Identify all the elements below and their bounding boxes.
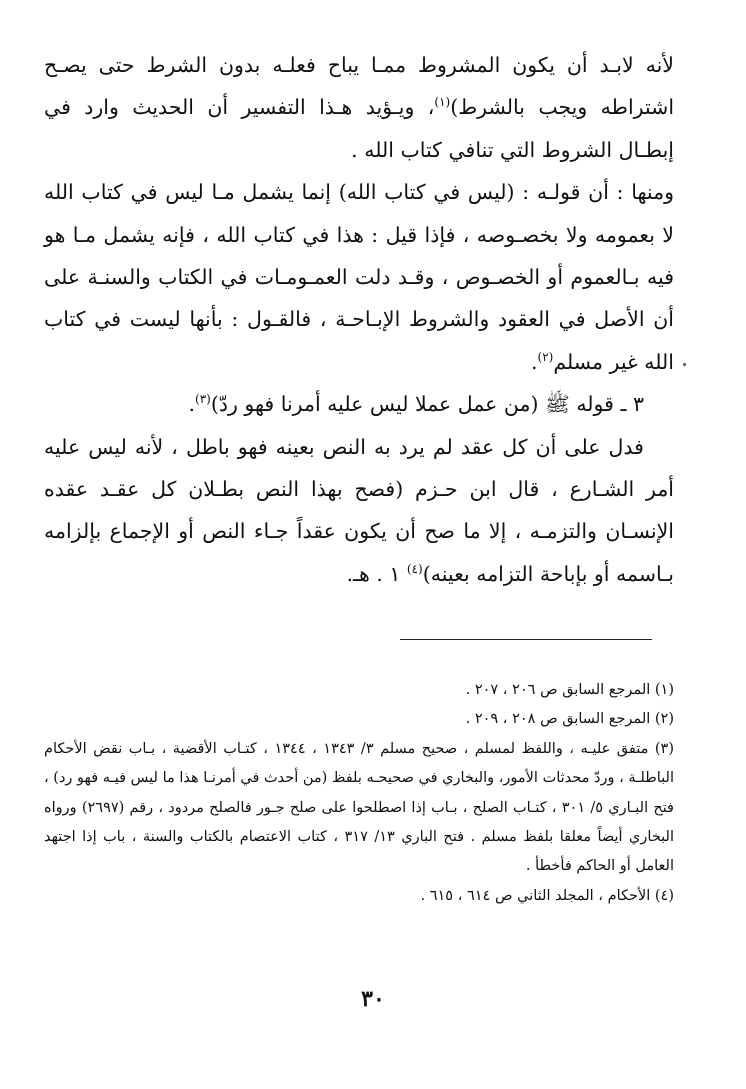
paragraph-3-end: .: [188, 392, 195, 417]
paragraph-4-text: فدل على أن كل عقد لم يرد به النص بعينه فهو باطل ، لأنه ليس عليه أمر الشـارع ، قال ابن حـزم (فصح بهذا النص بطـلان كل عقـد عقده الإنسـان والتزمـه ، إلا ما صح أن يكون عقداً جـاء النص أو الإجماع بإلزامه بـاسمه أو بإباحة التزامه بعينه): [44, 434, 674, 586]
footnote-1: (١) المرجع السابق ص ٢٠٦ ، ٢٠٧ .: [465, 682, 674, 698]
paragraph-1-text: لأنه لابـد أن يكون المشروط ممـا يباح فعلـه بدون الشرط حتى يصـح اشتراطه ويجب بالشرط): [44, 53, 675, 120]
paragraph-4-end: ١ . هـ.: [346, 561, 407, 586]
paragraph-2: [44, 171, 674, 383]
footnote-4: (٤) الأحكام ، المجلد الثاني ص ٦١٤ ، ٦١٥ .: [420, 887, 674, 904]
footnote-ref-2: (٢): [537, 350, 554, 365]
footnotes: [44, 676, 674, 911]
paragraph-1-end: ، ويـؤيد هـذا التفسير أن الحديث وارد في إبطـال الشروط التي تنافي كتاب الله .: [44, 95, 674, 162]
paragraph-2-end: .: [530, 349, 538, 374]
footnote-ref-4: (٤): [406, 562, 423, 577]
page-number: ٣٠: [361, 986, 385, 1012]
paragraph-2-text: ومنها : أن قولـه : (ليس في كتاب الله) إنما يشمل مـا ليس في كتاب الله لا بعمومه ولا بخصـوصه ، فإذا قيل : هذا في كتاب الله ، فإنه يشمل مـا هو فيه بـالعموم أو الخصـوص ، وقـد دلت العمـومـات في الكتاب والسنـة على أن الأصل في العقود والشروط الإبـاحـة ، فالقـول : بأنها ليست في كتاب الله غير مسلم: [44, 180, 674, 374]
footnote-ref-1: (١): [434, 95, 451, 110]
footnote-2: (٢) المرجع السابق ص ٢٠٨ ، ٢٠٩ .: [465, 711, 674, 728]
paragraph-1: [44, 44, 674, 171]
paragraph-3: [44, 383, 674, 425]
scan-speck: [683, 363, 686, 366]
paragraph-3-text: ٣ ـ قوله ﷺ (من عمل عملا ليس عليه أمرنا فهو ردّ): [210, 392, 644, 417]
footnote-divider: [400, 639, 652, 640]
main-text: [44, 44, 674, 595]
paragraph-4: [44, 426, 674, 596]
footnote-ref-3: (٣): [195, 392, 211, 407]
footnote-3: (٣) متفق عليـه ، واللفظ لمسلم ، صحيح مسلم ٣/ ١٣٤٣ ، ١٣٤٤ ، كتـاب الأقضية ، بـاب نقض الأحكام الباطلـة ، وردّ محدثات الأمور، والبخاري في صحيحـه بلفظ (من أحدث في أمرنـا هذا ما ليس فيـه فهو رد) ، فتح البـاري ٥/ ٣٠١ ، كتـاب الصلح ، بـاب إذا اصطلحوا على صلح جـور فالصلح مردود ، رقم (٢٦٩٧) ورواه البخاري أيضاً معلقا بلفظ مسلم . فتح الباري ١٣/ ٣١٧ ، كتاب الاعتصام بالكتاب والسنة ، باب إذا اجتهد العامل أو الحاكم فأخطأ .: [44, 740, 675, 875]
